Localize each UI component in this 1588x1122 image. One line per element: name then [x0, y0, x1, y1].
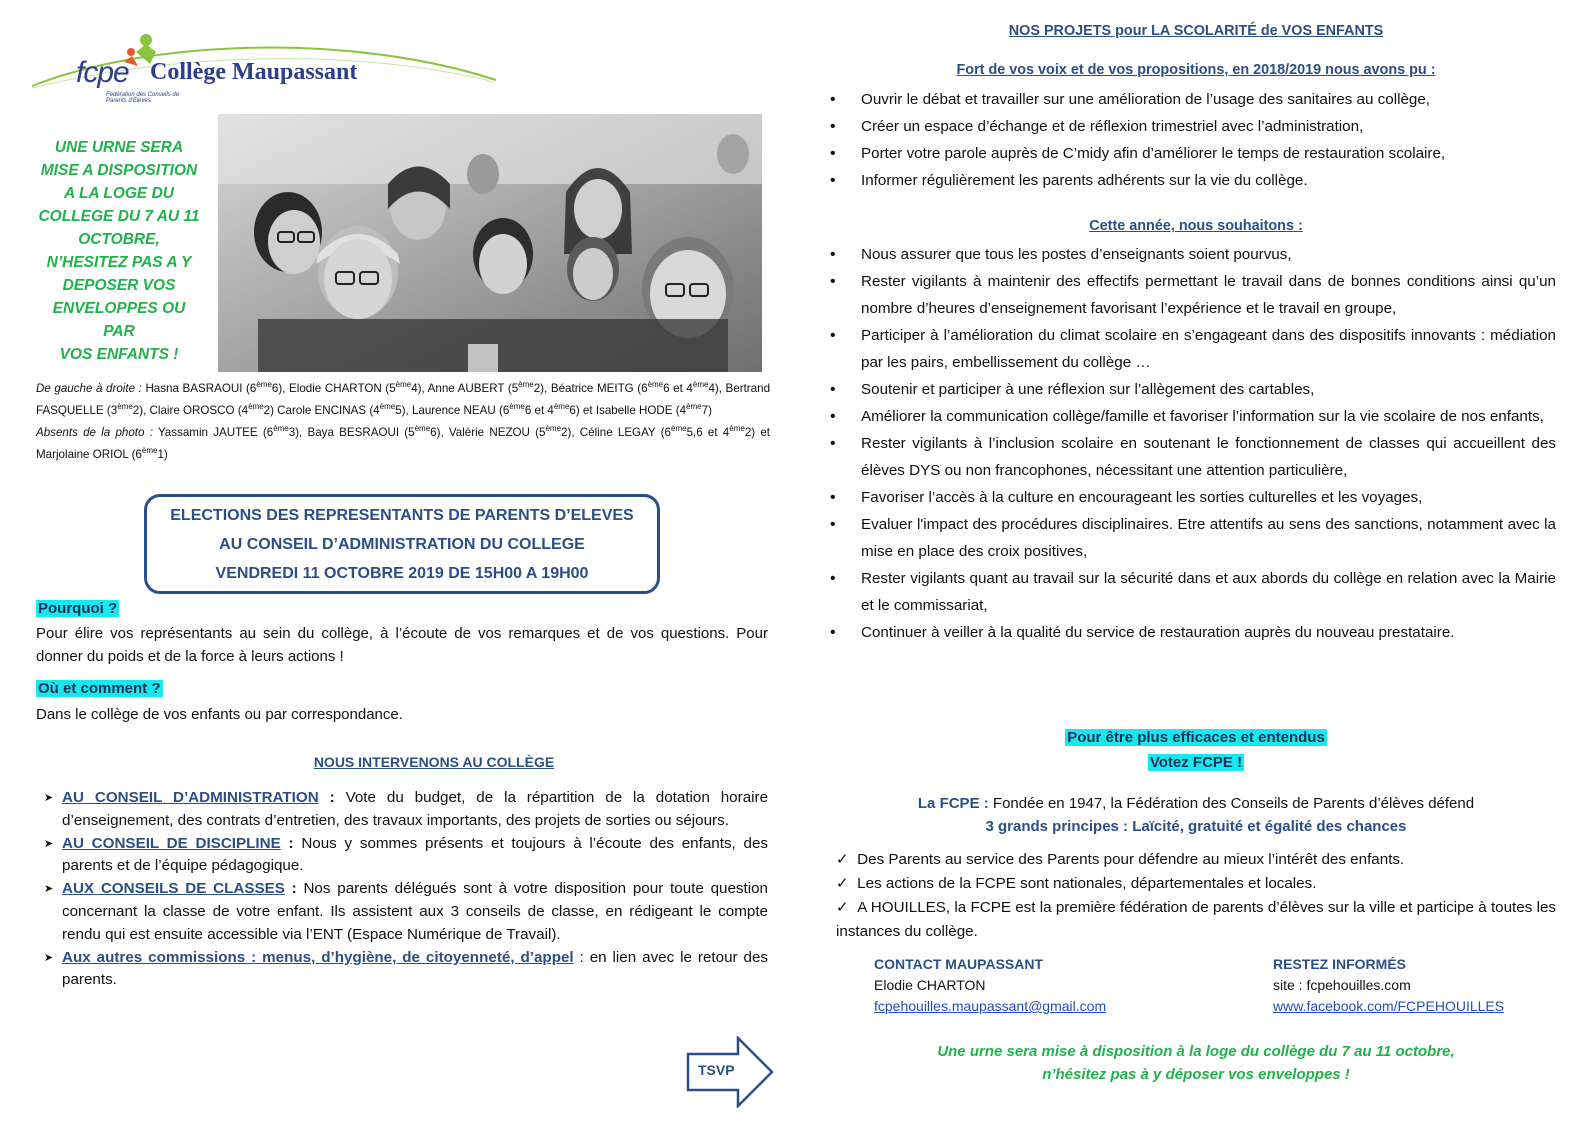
caption-text: 2), Béatrice MEITG (6 [533, 381, 648, 395]
caption-sup: ème [692, 380, 709, 389]
intervenons-title: NOUS INTERVENONS AU COLLÈGE [313, 754, 555, 770]
item-key: AU CONSEIL D’ADMINISTRATION [62, 789, 319, 806]
fcpe-principles [836, 815, 1556, 838]
projets-subtitle-current: Cette année, nous souhaitons : [1089, 218, 1303, 234]
list-item: • Evaluer l'impact des procédures disciplinaires. Etre attentifs au sens des sanctions, notamment avec la mise en place des croix positives, [836, 511, 1556, 565]
projets-title: NOS PROJETS pour LA SCOLARITÉ de VOS ENFANTS [1008, 23, 1384, 39]
caption-text: 2), Claire OROSCO (4 [132, 403, 249, 417]
caption-text: 5,6 et [686, 425, 718, 439]
list-item: • Ouvrir le débat et travailler sur une amélioration de l’usage des sanitaires au collège, [836, 86, 1556, 113]
urne-line: OCTOBRE, [78, 231, 160, 248]
urne-line: ENVELOPPES OU PAR [52, 300, 186, 340]
item-text: Nous y sommes présents et toujours à l’écoute des enfants, des parents et de l’équipe pédagogique. [62, 834, 768, 875]
check-icon: ✓ [836, 875, 858, 892]
group-photo [218, 114, 762, 372]
urne-line: DEPOSER VOS [62, 277, 176, 294]
item-sep: : [573, 948, 590, 966]
caption-text: Isabelle HODE (4 [595, 403, 687, 417]
caption-text: 1) [157, 447, 168, 461]
caption-sup: ème [553, 401, 570, 411]
fcpe-text: Fondée en 1947, la Fédération des Conseils de Parents d’élèves défend [992, 795, 1475, 812]
projets-past-list [836, 86, 1556, 194]
caption-text: 6 et [663, 381, 683, 395]
caption-present-lead: De gauche à droite : [36, 381, 142, 395]
pourquoi-heading [36, 600, 119, 618]
votez-line-2 [836, 754, 1556, 772]
caption-text: 2) Carole ENCINAS (4 [263, 403, 380, 417]
projets-subtitle-past: Fort de vos voix et de vos propositions, en 2018/2019 nous avons pu : [956, 62, 1436, 78]
fcpe-principles-text: 3 grands principes : Laïcité, gratuité et égalité des chances [985, 818, 1407, 835]
item-sep: : [318, 789, 346, 806]
caption-text: 6), Valérie NEZOU (5 [430, 425, 546, 439]
item-text: en lien avec le retour des parents. [62, 948, 768, 989]
caption-text: 4), Bertrand FASQUELLE (3 [36, 381, 771, 417]
urne-line: MISE A DISPOSITION [40, 162, 198, 179]
election-line: ELECTIONS DES REPRESENTANTS DE PARENTS D’ELEVES [170, 507, 634, 524]
pourquoi-heading-text: Pourquoi ? [38, 600, 118, 617]
item-key: AU CONSEIL DE DISCIPLINE [62, 834, 281, 852]
right-column [836, 0, 1556, 1122]
caption-absent-lead: Absents de la photo : [36, 425, 153, 439]
list-item: • Améliorer la communication collège/famille et favoriser l’information sur la vie scolaire de nos enfants, [836, 403, 1556, 430]
logo-college-name: Collège Maupassant [150, 59, 358, 85]
list-item [44, 787, 769, 833]
list-item [44, 833, 768, 879]
caption-sup: ème [545, 423, 562, 433]
ou-comment-heading-text: Où et comment ? [38, 680, 161, 697]
arrow-bullet-icon: ➤ [44, 837, 54, 850]
caption-sup: ème [379, 401, 396, 411]
item-text: Vote du budget, de la répartition de la dotation horaire d’enseignement, des contrats d’entretien, des travaux importants, des projets de sorties ou séjours. [62, 789, 769, 829]
arrow-bullet-icon: ➤ [44, 792, 54, 804]
item-key: AUX CONSEILS DE CLASSES [62, 880, 285, 898]
caption-text: 2), Céline LEGAY (6 [561, 425, 671, 439]
photo-caption [36, 376, 770, 463]
urne-bottom-line: Une urne sera mise à disposition à la loge du collège du 7 au 11 octobre, [937, 1043, 1455, 1060]
arrow-bullet-icon: ➤ [44, 951, 54, 964]
caption-sup: ème [686, 401, 702, 411]
list-item: • Nous assurer que tous les postes d’enseignants soient pourvus, [836, 241, 1556, 268]
caption-text: 4 [722, 425, 730, 439]
votez-line-1 [836, 729, 1556, 747]
caption-text: 4), Anne AUBERT (5 [411, 381, 519, 395]
caption-sup: ème [671, 423, 687, 433]
caption-sup: ème [395, 380, 412, 389]
check-text: A HOUILLES, la FCPE est la première fédération de parents d’élèves sur la ville et participe à toutes les instances du collège. [836, 899, 1556, 940]
contact-name: Elodie CHARTON [874, 977, 986, 993]
fcpe-logo [28, 22, 458, 112]
caption-text: 2) et Marjolaine ORIOL (6 [36, 425, 771, 461]
restez-block [1273, 954, 1504, 1017]
item-key: Aux autres commissions : menus, d’hygiène, de citoyenneté, d’appel [62, 948, 574, 966]
votez-text-2: Votez FCPE ! [1149, 754, 1243, 771]
list-item: • Créer un espace d’échange et de réflexion trimestriel avec l’administration, [836, 113, 1556, 140]
arrow-bullet-icon: ➤ [44, 883, 54, 896]
ou-comment-heading [36, 680, 163, 698]
urne-notice [36, 136, 202, 366]
caption-text: Hasna BASRAOUI (6 [145, 381, 257, 395]
list-item [44, 947, 768, 993]
votez-text-1: Pour être plus efficaces et entendus [1067, 729, 1325, 746]
logo-subtitle: Fédération des Conseils de Parents d'Elèves [106, 92, 180, 104]
urne-bottom-notice [836, 1040, 1556, 1086]
caption-sup: ème [117, 401, 133, 411]
restez-heading: RESTEZ INFORMÉS [1273, 956, 1407, 972]
list-item [836, 872, 1556, 896]
check-text: Des Parents au service des Parents pour défendre au mieux l’intérêt des enfants. [857, 851, 1405, 868]
list-item: • Rester vigilants quant au travail sur la sécurité dans et aux abords du collège en relation avec la Mairie et le commissariat, [836, 565, 1556, 619]
urne-line: N’HESITEZ PAS A Y [46, 254, 192, 271]
list-item [836, 896, 1556, 944]
left-column [36, 0, 770, 1122]
fcpe-sep: : [979, 795, 993, 812]
caption-text: Yassamin JAUTEE (6 [157, 425, 274, 439]
fcpe-label: La FCPE [917, 795, 980, 812]
check-icon: ✓ [836, 899, 858, 916]
caption-sup: ème [518, 380, 534, 389]
caption-text: 6 et 4 [524, 403, 554, 417]
caption-text: 4 [686, 381, 693, 395]
urne-line: A LA LOGE DU [64, 185, 174, 202]
caption-text: 6), Elodie CHARTON (5 [271, 381, 396, 395]
election-date: VENDREDI 11 OCTOBRE 2019 DE 15H00 A 19H00 [215, 565, 589, 582]
ou-comment-text: Dans le collège de vos enfants ou par correspondance. [36, 706, 403, 723]
item-sep: : [284, 880, 304, 898]
group-photo-image [218, 114, 762, 372]
list-item: • Soutenir et participer à une réflexion sur l’allègement des cartables, [836, 376, 1556, 403]
election-box [144, 494, 660, 594]
caption-sup: ème [647, 380, 664, 389]
list-item: • Participer à l’amélioration du climat scolaire en s’engageant dans des dispositifs innovants : médiation par les pairs, embellissement du collège … [836, 322, 1556, 376]
fcpe-checks [836, 848, 1556, 944]
tsvp-label: TSVP [698, 1062, 735, 1078]
urne-line: UNE URNE SERA [54, 139, 184, 156]
caption-sup: ème [509, 401, 525, 411]
caption-sup: ème [248, 401, 264, 411]
fcpe-intro [836, 792, 1556, 815]
list-item [836, 848, 1556, 872]
caption-sup: ème [256, 380, 272, 389]
list-item: • Rester vigilants à maintenir des effectifs permettant le travail dans de bonnes conditions ainsi qu’un nombre d’heures d’enseignement favorisant l’expérience et le travail en groupe, [836, 268, 1556, 322]
item-sep: : [280, 834, 302, 852]
caption-text: 6) et [569, 403, 593, 417]
projets-current-list [836, 241, 1556, 646]
caption-text: 5), Laurence NEAU (6 [395, 403, 510, 417]
intervenons-list [44, 787, 769, 992]
caption-sup: ème [414, 423, 431, 433]
list-item: • Informer régulièrement les parents adhérents sur la vie du collège. [836, 167, 1556, 194]
contact-block [874, 954, 1106, 1017]
check-icon: ✓ [836, 851, 858, 868]
list-item [44, 878, 768, 946]
list-item: • Favoriser l’accès à la culture en encourageant les sorties culturelles et les voyages, [836, 484, 1556, 511]
list-item: • Porter votre parole auprès de C’midy afin d’améliorer le temps de restauration scolaire, [836, 140, 1556, 167]
contact-email-link[interactable]: fcpehouilles.maupassant@gmail.com [874, 998, 1107, 1014]
urne-line: COLLEGE DU 7 AU 11 [38, 208, 200, 225]
caption-text: 7) [701, 403, 712, 417]
list-item: • Rester vigilants à l’inclusion scolaire en soutenant le fonctionnement de classes qui accueillent des élèves DYS ou non francophones, nécessitant une attention particulière, [836, 430, 1556, 484]
election-line: AU CONSEIL D’ADMINISTRATION DU COLLEGE [219, 536, 585, 553]
urne-bottom-line: n’hésitez pas à y déposer vos enveloppes ! [1042, 1066, 1350, 1083]
logo-brand: fcpe [76, 56, 129, 89]
contact-heading: CONTACT MAUPASSANT [874, 956, 1044, 972]
list-item: • Continuer à veiller à la qualité du service de restauration auprès du nouveau prestataire. [836, 619, 1556, 646]
urne-line: VOS ENFANTS ! [59, 346, 179, 363]
restez-site: site : fcpehouilles.com [1273, 977, 1411, 993]
caption-sup: ème [141, 445, 158, 455]
caption-text: 3), Baya BESRAOUI (5 [288, 425, 415, 439]
pourquoi-text: Pour élire vos représentants au sein du collège, à l’écoute de vos remarques et de vos questions. Pour donner du poids et de la force à leurs actions ! [36, 625, 768, 665]
caption-sup: ème [729, 423, 745, 433]
caption-sup: ème [273, 423, 289, 433]
item-text: Nos parents délégués sont à votre disposition pour toute question concernant la classe de votre enfant. Ils assistent aux 3 conseils de classe, en rédigeant le compte rendu qui est ensuite accessible via l’ENT (Espace Numérique de Travail). [62, 880, 768, 943]
facebook-link[interactable]: www.facebook.com/FCPEHOUILLES [1273, 998, 1505, 1014]
check-text: Les actions de la FCPE sont nationales, départementales et locales. [857, 875, 1317, 892]
